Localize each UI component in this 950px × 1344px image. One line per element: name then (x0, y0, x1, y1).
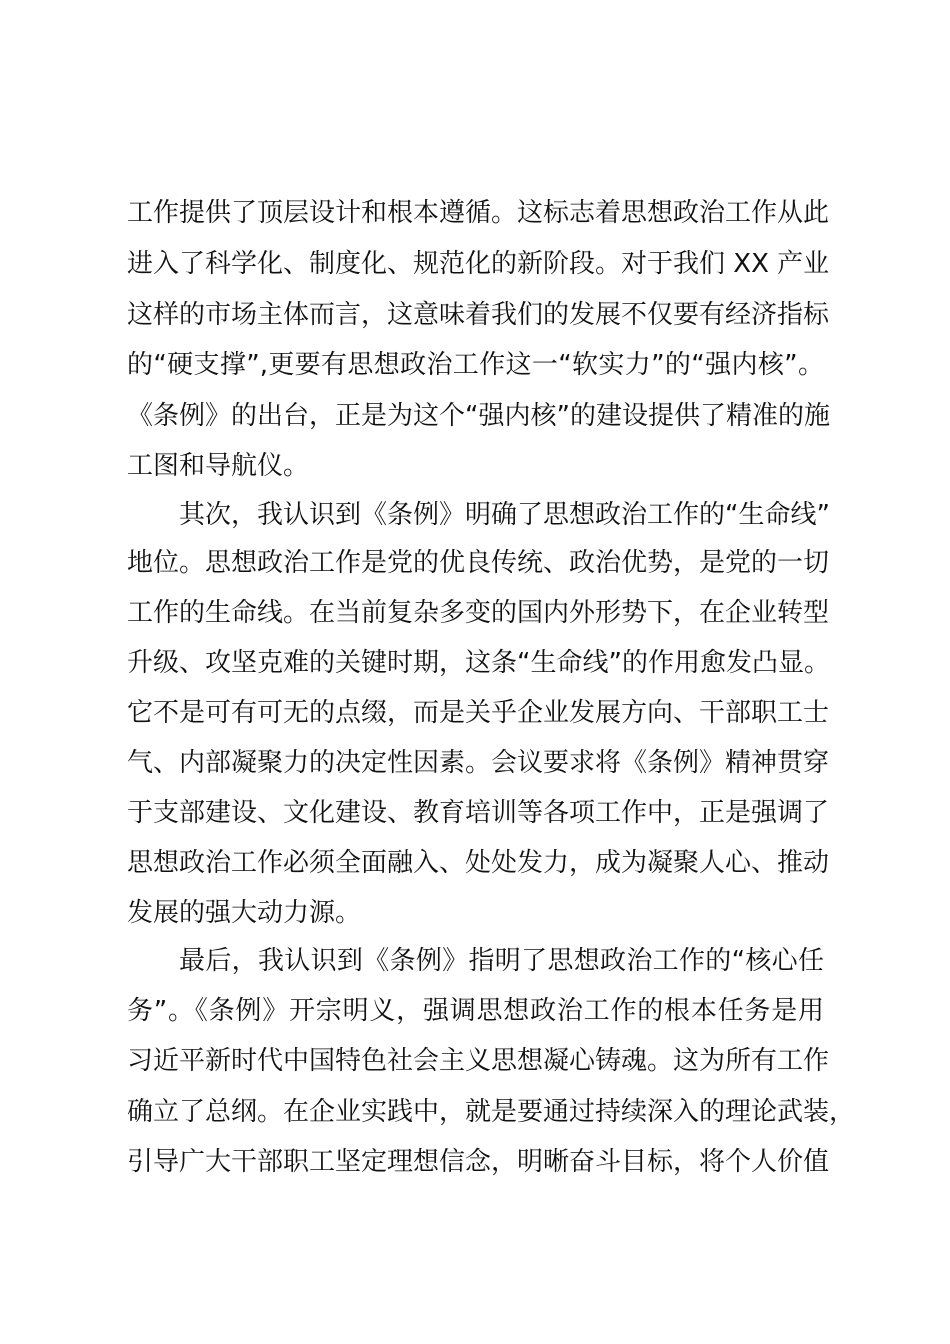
text-line: 务”。《条例》开宗明义，强调思想政治工作的根本任务是用 (127, 996, 824, 1026)
text-line: 进入了科学化、制度化、规范化的新阶段。对于我们 XX 产业 (127, 249, 830, 279)
text-line: 工图和导航仪。 (127, 451, 310, 481)
text-line: 地位。思想政治工作是党的优良传统、政治优势，是党的一切 (127, 548, 830, 578)
text-line: 最后，我认识到《条例》指明了思想政治工作的“核心任 (179, 946, 824, 976)
text-line: 引导广大干部职工坚定理想信念，明晰奋斗目标，将个人价值 (127, 1147, 830, 1177)
text-line: 发展的强大动力源。 (127, 898, 362, 928)
text-line: 《条例》的出台，正是为这个“强内核”的建设提供了精准的施 (127, 401, 830, 431)
text-line: 它不是可有可无的点缀，而是关乎企业发展方向、干部职工士 (127, 698, 830, 728)
text-line: 的“硬支撑”,更要有思想政治工作这一“软实力”的“强内核”。 (127, 350, 824, 380)
text-line: 气、内部凝聚力的决定性因素。会议要求将《条例》精神贯穿 (127, 748, 830, 778)
text-line: 于支部建设、文化建设、教育培训等各项工作中，正是强调了 (127, 798, 830, 828)
text-line: 这样的市场主体而言，这意味着我们的发展不仅要有经济指标 (127, 300, 830, 330)
text-line: 其次，我认识到《条例》明确了思想政治工作的“生命线” (179, 500, 830, 530)
text-line: 思想政治工作必须全面融入、处处发力，成为凝聚人心、推动 (127, 848, 830, 878)
text-line: 升级、攻坚克难的关键时期，这条“生命线”的作用愈发凸显。 (127, 648, 830, 678)
text-line: 确立了总纲。在企业实践中，就是要通过持续深入的理论武装， (127, 1097, 856, 1127)
text-line: 习近平新时代中国特色社会主义思想凝心铸魂。这为所有工作 (127, 1046, 830, 1076)
text-line: 工作提供了顶层设计和根本遵循。这标志着思想政治工作从此 (127, 198, 830, 228)
text-line: 工作的生命线。在当前复杂多变的国内外形势下，在企业转型 (127, 598, 830, 628)
